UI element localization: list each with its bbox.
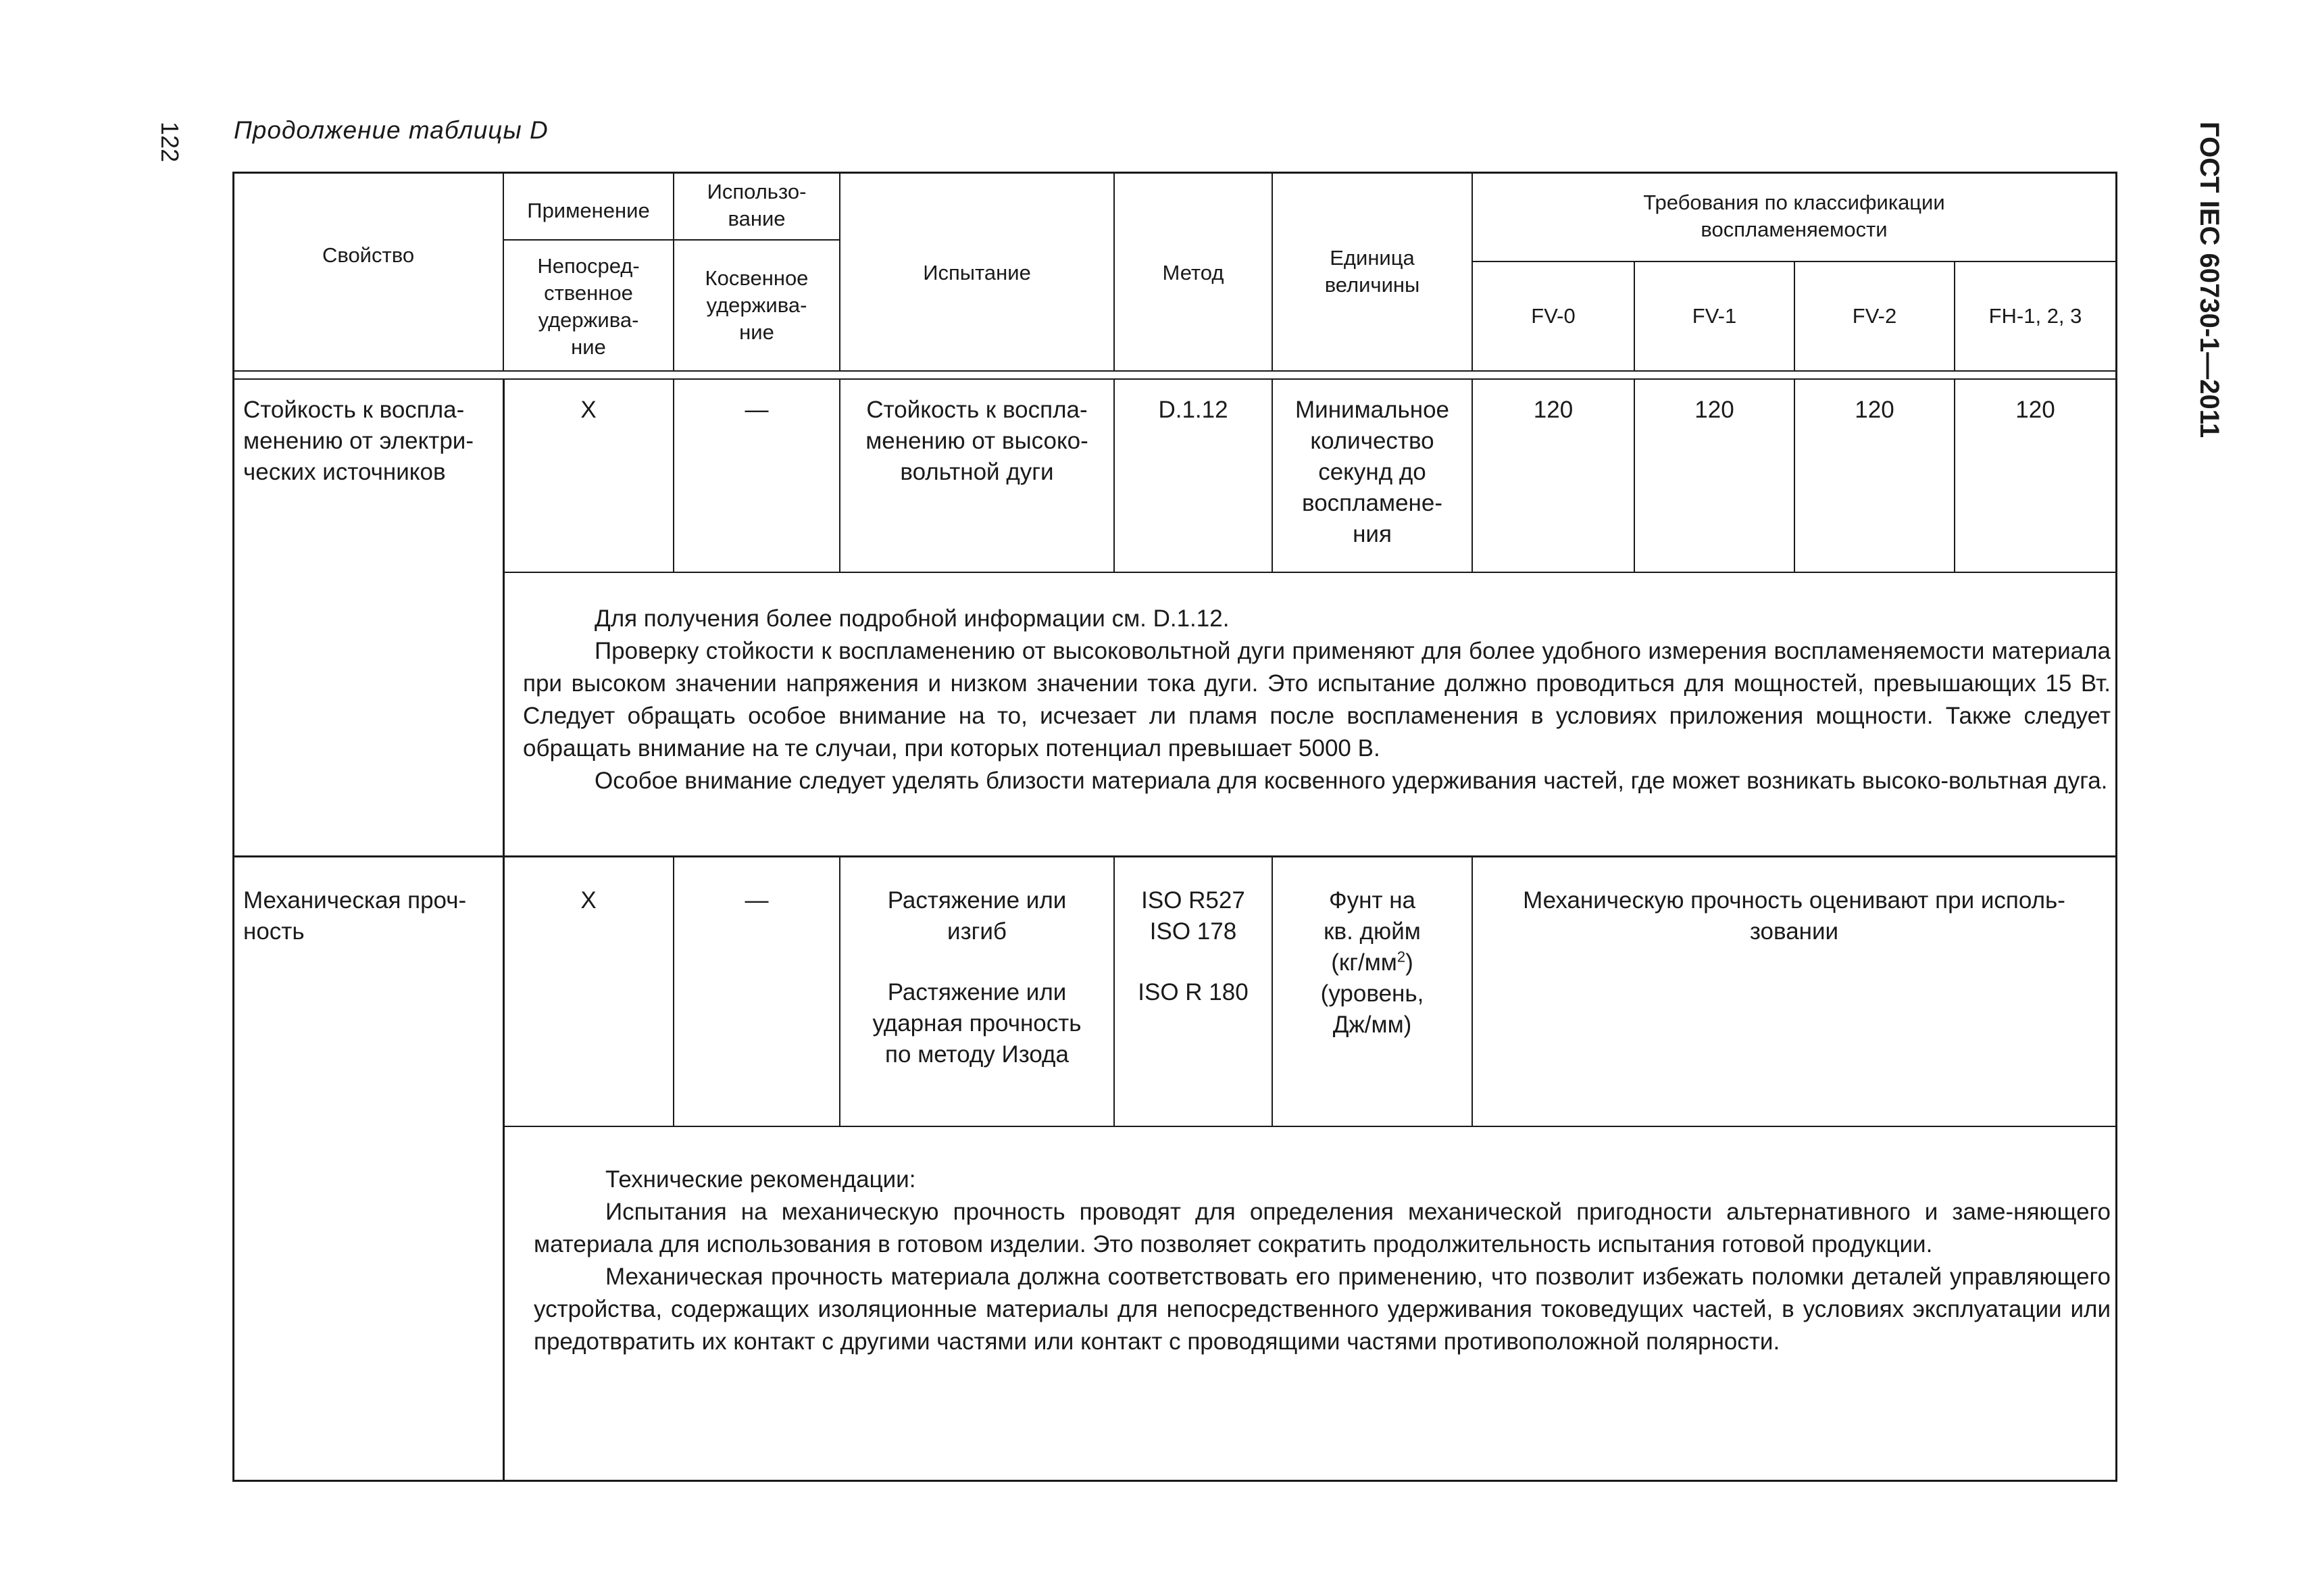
row1-note-paragraph: Для получения более подробной информации см. D.1.12. — [595, 605, 1230, 632]
row2-method-b: ISO R 180 — [1138, 979, 1249, 1005]
row1-fv1: 120 — [1694, 397, 1734, 423]
continuation-title: Продолжение таблицы D — [234, 116, 549, 144]
row2-unit — [1273, 885, 1472, 1041]
row1-direct: X — [580, 397, 597, 423]
row2-note-paragraph: Технические рекомендации: — [605, 1166, 916, 1193]
header-fv0: FV-0 — [1531, 304, 1576, 328]
row2-direct: X — [580, 887, 597, 914]
document-code: ГОСТ IEC 60730-1—2011 — [2194, 122, 2224, 439]
page-number: 122 — [156, 122, 184, 163]
header-usage: Использо- вание — [707, 180, 807, 230]
row1-property: Стойкость к воспла- менению от электри- ческих источников — [243, 397, 474, 485]
row1-note-paragraph: Особое внимание следует уделять близости материала для косвенного удерживания частей, где может возникать высоко-вольтная дуга. — [595, 768, 2108, 794]
row1-fv2: 120 — [1855, 397, 1894, 423]
row2-note-paragraph: Испытания на механическую прочность проводят для определения механической пригодности альтернативного и заме-няющего материала для использования в готовом изделии. Это позволяет сократить продолжительность испытания готовой продукции. — [534, 1199, 2111, 1257]
row1-method: D.1.12 — [1158, 397, 1228, 423]
header-method: Метод — [1162, 261, 1224, 284]
row1-unit: Минимальное количество секунд до воспламене- ния — [1294, 397, 1450, 547]
row1-fh: 120 — [2015, 397, 2055, 423]
row1-indirect: — — [745, 397, 769, 423]
row2-method-a: ISO R527 ISO 178 — [1141, 887, 1245, 945]
header-direct-holding: Непосред- ственное удержива- ние — [537, 254, 640, 359]
header-indirect-holding: Косвенное удержива- ние — [705, 266, 809, 344]
row2-indirect: — — [745, 887, 769, 914]
header-fv2: FV-2 — [1852, 304, 1897, 328]
row2-note-paragraph: Механическая прочность материала должна соответствовать его применению, что позволит избежать поломки деталей управляющего устройства, содержащих изоляционные материалы для непосредственного удерживания токоведущих частей, в условиях эксплуатации или предотвратить их контакт с другими частями или контакт с проводящими частями противоположной полярности. — [534, 1264, 2111, 1355]
row2-note — [534, 1164, 2111, 1358]
row1-test: Стойкость к воспла- менению от высоко- вольтной дуги — [865, 397, 1088, 485]
row1-note — [523, 603, 2111, 797]
header-test: Испытание — [923, 261, 1031, 284]
header-application: Применение — [527, 199, 650, 222]
header-flammability-requirements: Требования по классификации воспламеняемости — [1643, 191, 1945, 241]
header-property: Свойство — [322, 243, 415, 267]
row2-unit-text: ) (уровень, Дж/мм) — [1320, 949, 1424, 1038]
row1-note-paragraph: Проверку стойкости к воспламенению от высоковольтной дуги применяют для более удобного измерения воспламеняемости материала при высоком значении напряжения и низком значении тока дуги. Это испытание должно проводиться для мощностей, превышающих 15 Вт. Следует обращать особое внимание на то, исчезает ли пламя после воспламенения в условиях приложения мощности. Также следует обращать внимание на те случаи, при которых потенциал превышает 5000 В. — [523, 638, 2111, 762]
row2-requirements: Механическую прочность оценивают при исполь- зовании — [1523, 887, 2065, 945]
row2-unit-superscript: 2 — [1397, 948, 1406, 966]
row2-test-a: Растяжение или изгиб — [887, 887, 1067, 945]
header-fh: FH-1, 2, 3 — [1988, 304, 2082, 328]
row2-test-b: Растяжение или ударная прочность по методу Изода — [872, 979, 1082, 1068]
row2-property: Механическая проч- ность — [243, 887, 467, 945]
row2-unit-text: Фунт на кв. дюйм (кг/мм — [1324, 887, 1421, 976]
row1-fv0: 120 — [1533, 397, 1574, 423]
header-unit: Единица величины — [1324, 246, 1420, 297]
header-fv1: FV-1 — [1692, 304, 1737, 328]
